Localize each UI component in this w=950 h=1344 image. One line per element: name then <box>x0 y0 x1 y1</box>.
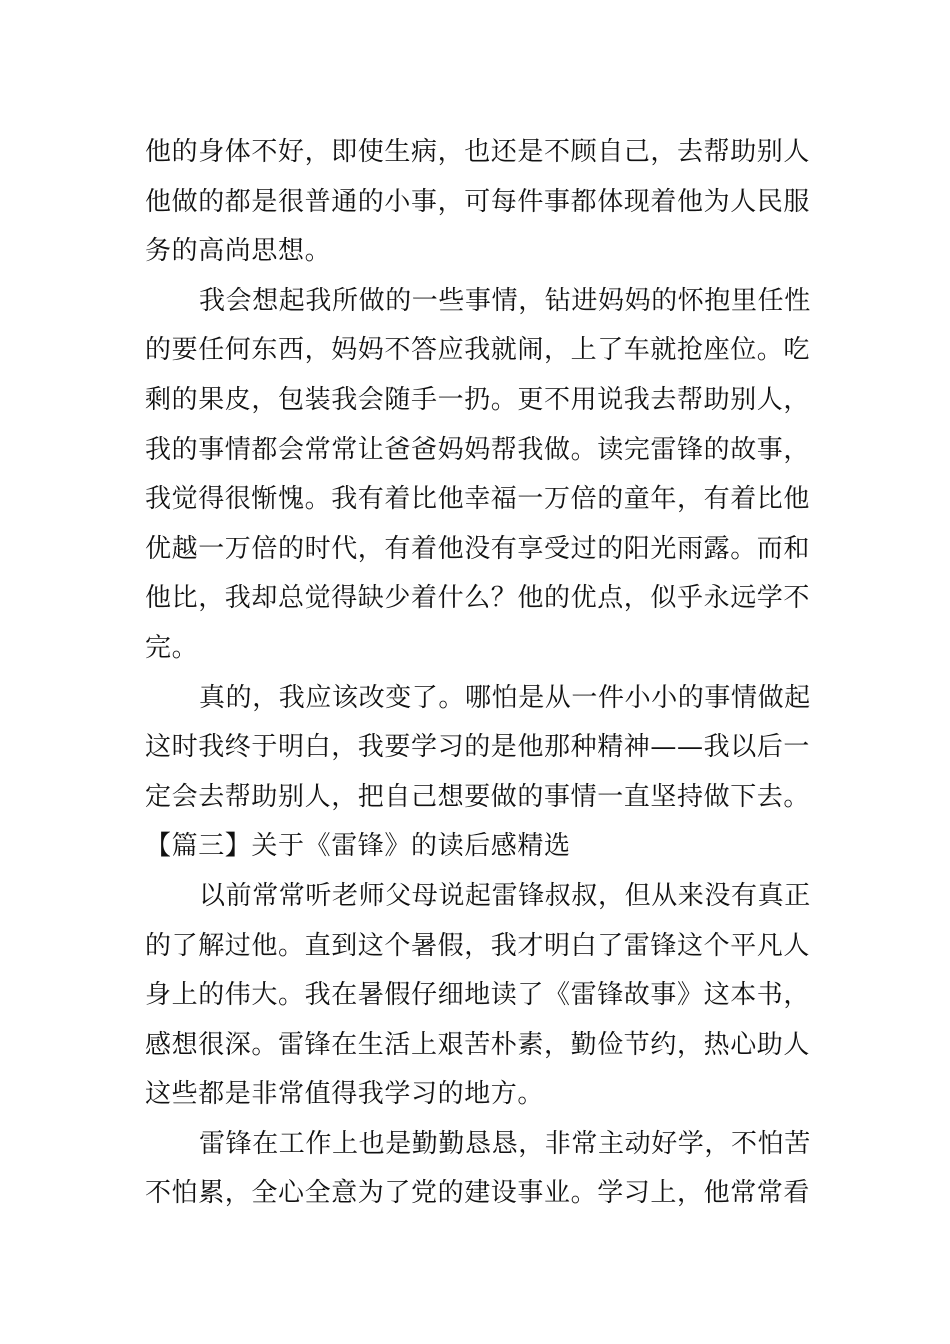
paragraph-start-line: 以前常常听老师父母说起雷锋叔叔，但从来没有真正 <box>199 880 811 911</box>
paragraph-start-line: 真的，我应该改变了。哪怕是从一件小小的事情做起 <box>199 682 811 713</box>
text-line: 的要任何东西，妈妈不答应我就闹，上了车就抢座位。吃 <box>145 335 811 366</box>
text-line: 完。 <box>145 632 199 663</box>
text-line: 定会去帮助别人，把自己想要做的事情一直坚持做下去。 <box>145 781 811 812</box>
text-line: 身上的伟大。我在暑假仔细地读了《雷锋故事》这本书， <box>145 980 811 1011</box>
text-line: 我觉得很惭愧。我有着比他幸福一万倍的童年，有着比他 <box>145 484 811 515</box>
text-line: 感想很深。雷锋在生活上艰苦朴素，勤俭节约，热心助人 <box>145 1029 811 1060</box>
text-line: 他的身体不好，即使生病，也还是不顾自己，去帮助别人 <box>145 137 811 167</box>
text-line: 这些都是非常值得我学习的地方。 <box>145 1079 545 1110</box>
document-body <box>145 128 815 1219</box>
paragraph-start-line: 雷锋在工作上也是勤勤恳恳，非常主动好学，不怕苦 <box>199 1128 811 1159</box>
section-heading: 【篇三】关于《雷锋》的读后感精选 <box>145 831 571 862</box>
text-line: 的了解过他。直到这个暑假，我才明白了雷锋这个平凡人 <box>145 930 811 961</box>
text-line: 这时我终于明白，我要学习的是他那种精神——我以后一 <box>145 732 811 763</box>
text-line: 他比，我却总觉得缺少着什么？他的优点，似乎永远学不 <box>145 583 811 614</box>
paragraph-start-line: 我会想起我所做的一些事情，钻进妈妈的怀抱里任性 <box>199 285 811 316</box>
text-line: 剩的果皮，包装我会随手一扔。更不用说我去帮助别人， <box>145 384 811 415</box>
text-line: 我的事情都会常常让爸爸妈妈帮我做。读完雷锋的故事， <box>145 434 811 465</box>
text-line: 不怕累，全心全意为了党的建设事业。学习上，他常常看 <box>145 1178 811 1209</box>
text-line: 优越一万倍的时代，有着他没有享受过的阳光雨露。而和 <box>145 533 811 564</box>
text-line: 他做的都是很普通的小事，可每件事都体现着他为人民服 <box>145 186 811 217</box>
text-line: 务的高尚思想。 <box>145 236 332 267</box>
